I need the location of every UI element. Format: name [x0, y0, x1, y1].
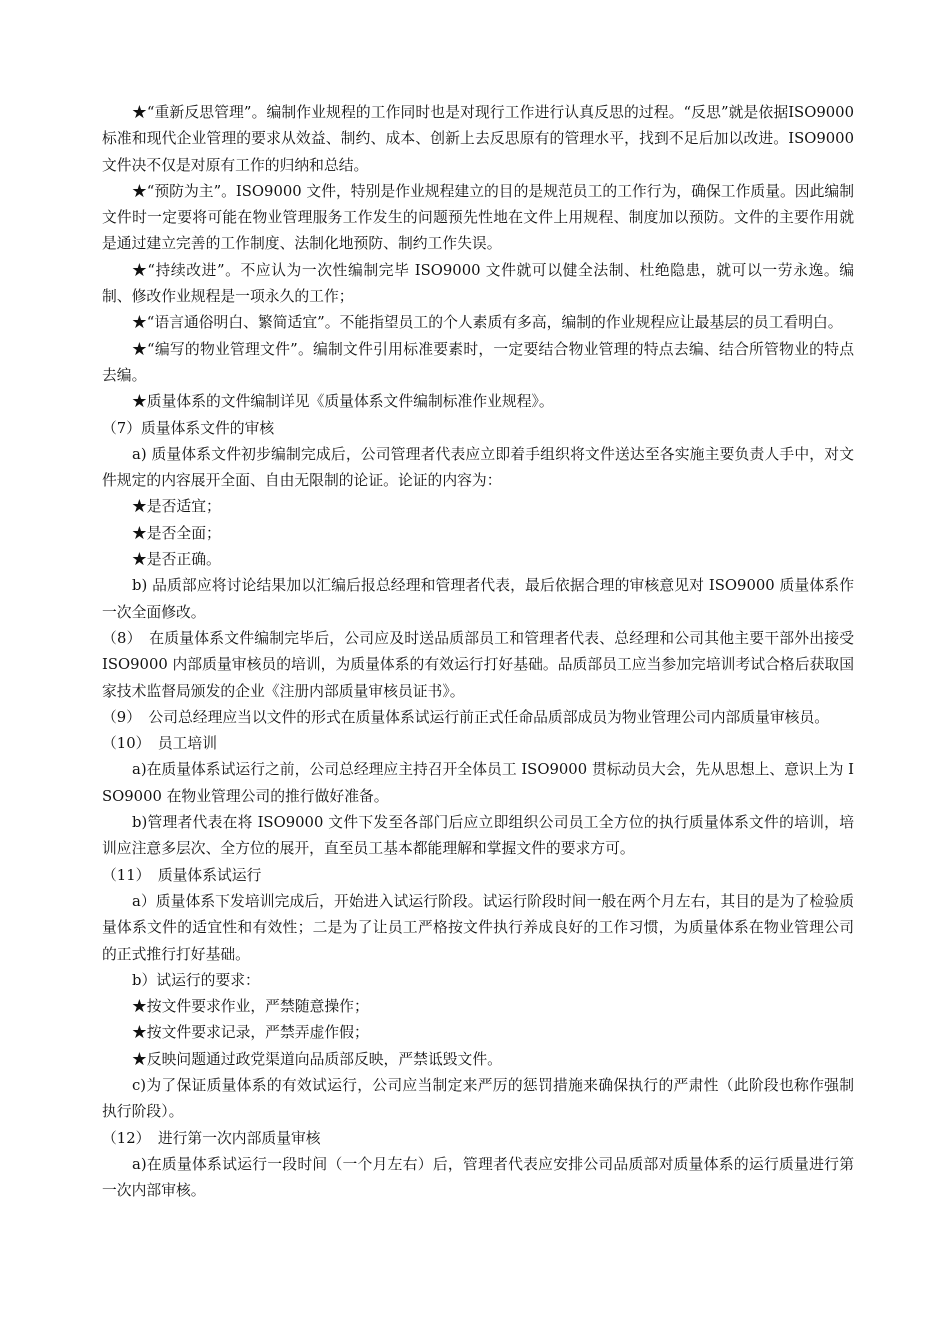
paragraph-20: b）试运行的要求：: [132, 971, 260, 989]
paragraph-16: a)在质量体系试运行之前，公司总经理应主持召开全体员工 ISO9000 贯标动员大会，先从思想上、意识上为 ISO9000 在物业管理公司的推行做好准备。: [102, 761, 854, 805]
paragraph-11: ★是否正确。: [132, 551, 221, 569]
paragraph-26: a)在质量体系试运行一段时间（一个月左右）后，管理者代表应安排公司品质部对质量体系的运行质量进行第一次内部审核。: [102, 1155, 854, 1200]
paragraph-23: ★反映问题通过政党渠道向品质部反映，严禁诋毁文件。: [132, 1050, 502, 1068]
paragraph-9: ★是否适宜；: [132, 498, 221, 516]
paragraph-2: ★“预防为主”。ISO9000 文件，特别是作业规程建立的目的是规范员工的工作行为，确保工作质量。因此编制文件时一定要将可能在物业管理服务工作发生的问题预先性地在文件上用规程、制度加以预防。文件的主要作用就是通过建立完善的工作制度、法制化地预防、制约工作失误。: [102, 182, 854, 253]
paragraph-4: ★“语言通俗明白、繁简适宜”。不能指望员工的个人素质有多高，编制的作业规程应让最基层的员工看明白。: [132, 314, 843, 332]
document-page: [102, 100, 854, 1204]
paragraph-22: ★按文件要求记录，严禁弄虚作假；: [132, 1024, 369, 1042]
paragraph-6: ★质量体系的文件编制详见《质量体系文件编制标准作业规程》。: [132, 393, 554, 411]
paragraph-14: （9） 公司总经理应当以文件的形式在质量体系试运行前正式任命品质部成员为物业管理公司内部质量审核员。: [102, 708, 830, 726]
paragraph-10: ★是否全面；: [132, 524, 221, 542]
paragraph-8: a) 质量体系文件初步编制完成后，公司管理者代表应立即着手组织将文件送达至各实施主要负责人手中，对文件规定的内容展开全面、自由无限制的论证。论证的内容为：: [102, 445, 854, 490]
paragraph-25: （12） 进行第一次内部质量审核: [102, 1129, 321, 1147]
paragraph-21: ★按文件要求作业，严禁随意操作；: [132, 998, 369, 1016]
paragraph-15: （10） 员工培训: [102, 735, 218, 753]
paragraph-1: ★“重新反思管理”。编制作业规程的工作同时也是对现行工作进行认真反思的过程。“反思”就是依据ISO9000 标准和现代企业管理的要求从效益、制约、成本、创新上去反思原有的管理水平，找到不足后加以改进。ISO9000 文件决不仅是对原有工作的归纳和总结。: [102, 104, 854, 174]
paragraph-24: c)为了保证质量体系的有效试运行，公司应当制定来严厉的惩罚措施来确保执行的严肃性（此阶段也称作强制执行阶段）。: [102, 1076, 854, 1121]
paragraph-7: （7）质量体系文件的审核: [102, 419, 275, 437]
paragraph-5: ★“编写的物业管理文件”。编制文件引用标准要素时，一定要结合物业管理的特点去编、结合所管物业的特点去编。: [102, 340, 854, 384]
paragraph-18: （11） 质量体系试运行: [102, 866, 262, 884]
paragraph-17: b)管理者代表在将 ISO9000 文件下发至各部门后应立即组织公司员工全方位的执行质量体系文件的培训，培训应注意多层次、全方位的展开，直至员工基本都能理解和掌握文件的要求方可。: [102, 814, 854, 858]
paragraph-3: ★“持续改进”。不应认为一次性编制完毕 ISO9000 文件就可以健全法制、杜绝隐患，就可以一劳永逸。编制、修改作业规程是一项永久的工作；: [102, 261, 854, 306]
paragraph-13: （8） 在质量体系文件编制完毕后，公司应及时送品质部员工和管理者代表、总经理和公司其他主要干部外出接受 ISO9000 内部质量审核员的培训，为质量体系的有效运行打好基础。品质部员工应当参加完培训考试合格后获取国家技术监督局颁发的企业《注册内部质量审核员证书》。: [102, 629, 854, 700]
paragraph-19: a）质量体系下发培训完成后，开始进入试运行阶段。试运行阶段时间一般在两个月左右，其目的是为了检验质量体系文件的适宜性和有效性；二是为了让员工严格按文件执行养成良好的工作习惯，为质量体系在物业管理公司的正式推行打好基础。: [102, 892, 854, 963]
paragraph-12: b) 品质部应将讨论结果加以汇编后报总经理和管理者代表，最后依据合理的审核意见对 ISO9000 质量体系作一次全面修改。: [102, 577, 854, 621]
